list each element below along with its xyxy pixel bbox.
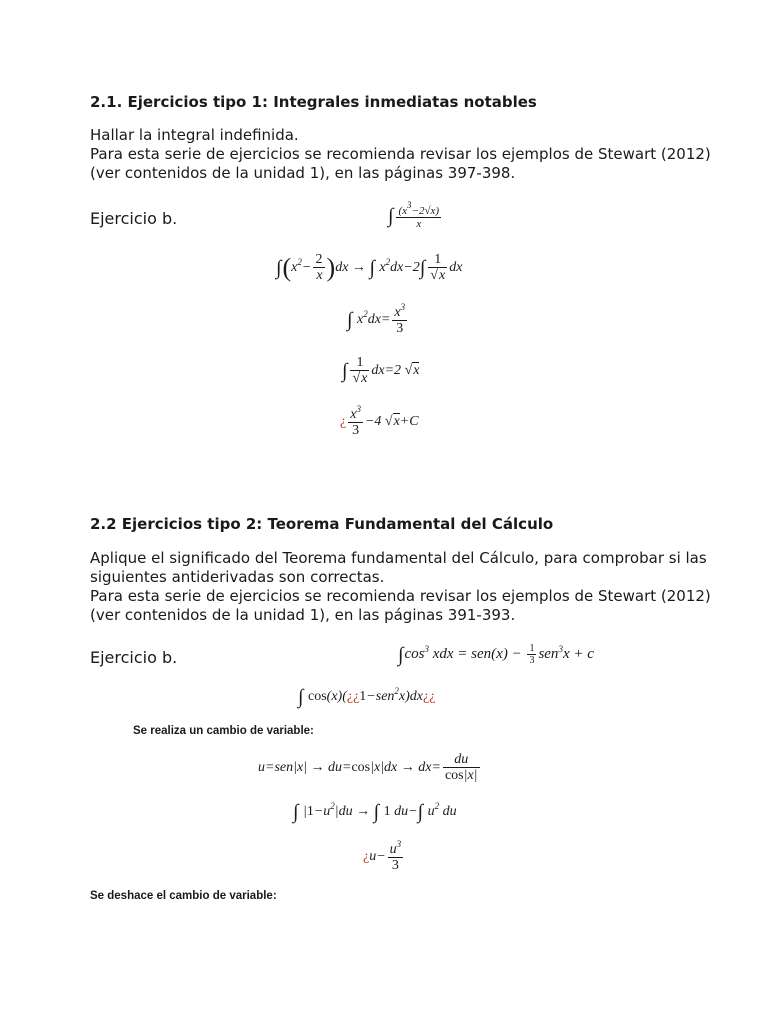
intro-line: Aplique el significado del Teorema fundamental del Cálculo, para comprobar si las xyxy=(90,549,707,567)
exercise-label-2: Ejercicio b. xyxy=(90,648,178,667)
step-2-equation: ∫ $x^2dx=$ $\frac{x^3}{3}$ xyxy=(347,302,406,337)
section-2-heading: 2.2 Ejercicios tipo 2: Teorema Fundamental del Cálculo xyxy=(90,515,554,533)
step-b-equation: u=sen|x| → du=cos|x|dx → dx= $\frac{du}{\cos|x|}$ xyxy=(258,752,478,784)
problem-2-statement: $\int\cos^3$ xdx = sen(x) − $\frac{1}{3}$ sen$^3$x + c xyxy=(398,643,594,666)
exercise-label-1: Ejercicio b. xyxy=(90,209,178,228)
intro-line: Hallar la integral indefinida. xyxy=(90,126,299,144)
intro-line: Para esta serie de ejercicios se recomienda revisar los ejemplos de Stewart (2012) xyxy=(90,587,711,605)
note-undo-variable: Se deshace el cambio de variable: xyxy=(90,890,277,902)
intro-line: (ver contenidos de la unidad 1), en las páginas 391-393. xyxy=(90,606,516,624)
step-d-result: ¿u− $\frac{u^3}{3}$ xyxy=(363,839,402,874)
step-4-result: ¿ $\frac{x^3}{3}$ −4 √x+C xyxy=(340,404,419,439)
intro-line: (ver contenidos de la unidad 1), en las páginas 397-398. xyxy=(90,164,516,182)
section-1-intro xyxy=(90,126,711,183)
note-change-variable: Se realiza un cambio de variable: xyxy=(133,725,314,737)
step-c-equation: ∫ $|1-u^2|du$ → ∫ 1 du−∫ $u^2$ du xyxy=(293,801,457,823)
step-a-equation: ∫ cos(x)(¿¿1−sen$^2$x)dx¿¿ xyxy=(298,686,436,708)
step-1-equation: $\int(x^2-$ $\frac{2}{x}$ )dx → ∫ $x^2dx-2\int$ $\frac{1}{√x}$ dx xyxy=(276,252,463,284)
section-1-heading: 2.1. Ejercicios tipo 1: Integrales inmediatas notables xyxy=(90,93,537,111)
intro-line: siguientes antiderivadas son correctas. xyxy=(90,568,385,586)
step-3-equation: ∫ $\frac{1}{√x}$ dx=2 √x xyxy=(342,355,420,387)
problem-1-integral: ∫ $\frac{(x^3-2√x)}{x}$ xyxy=(388,200,440,231)
intro-line: Para esta serie de ejercicios se recomienda revisar los ejemplos de Stewart (2012) xyxy=(90,145,711,163)
section-2-intro xyxy=(90,549,711,625)
